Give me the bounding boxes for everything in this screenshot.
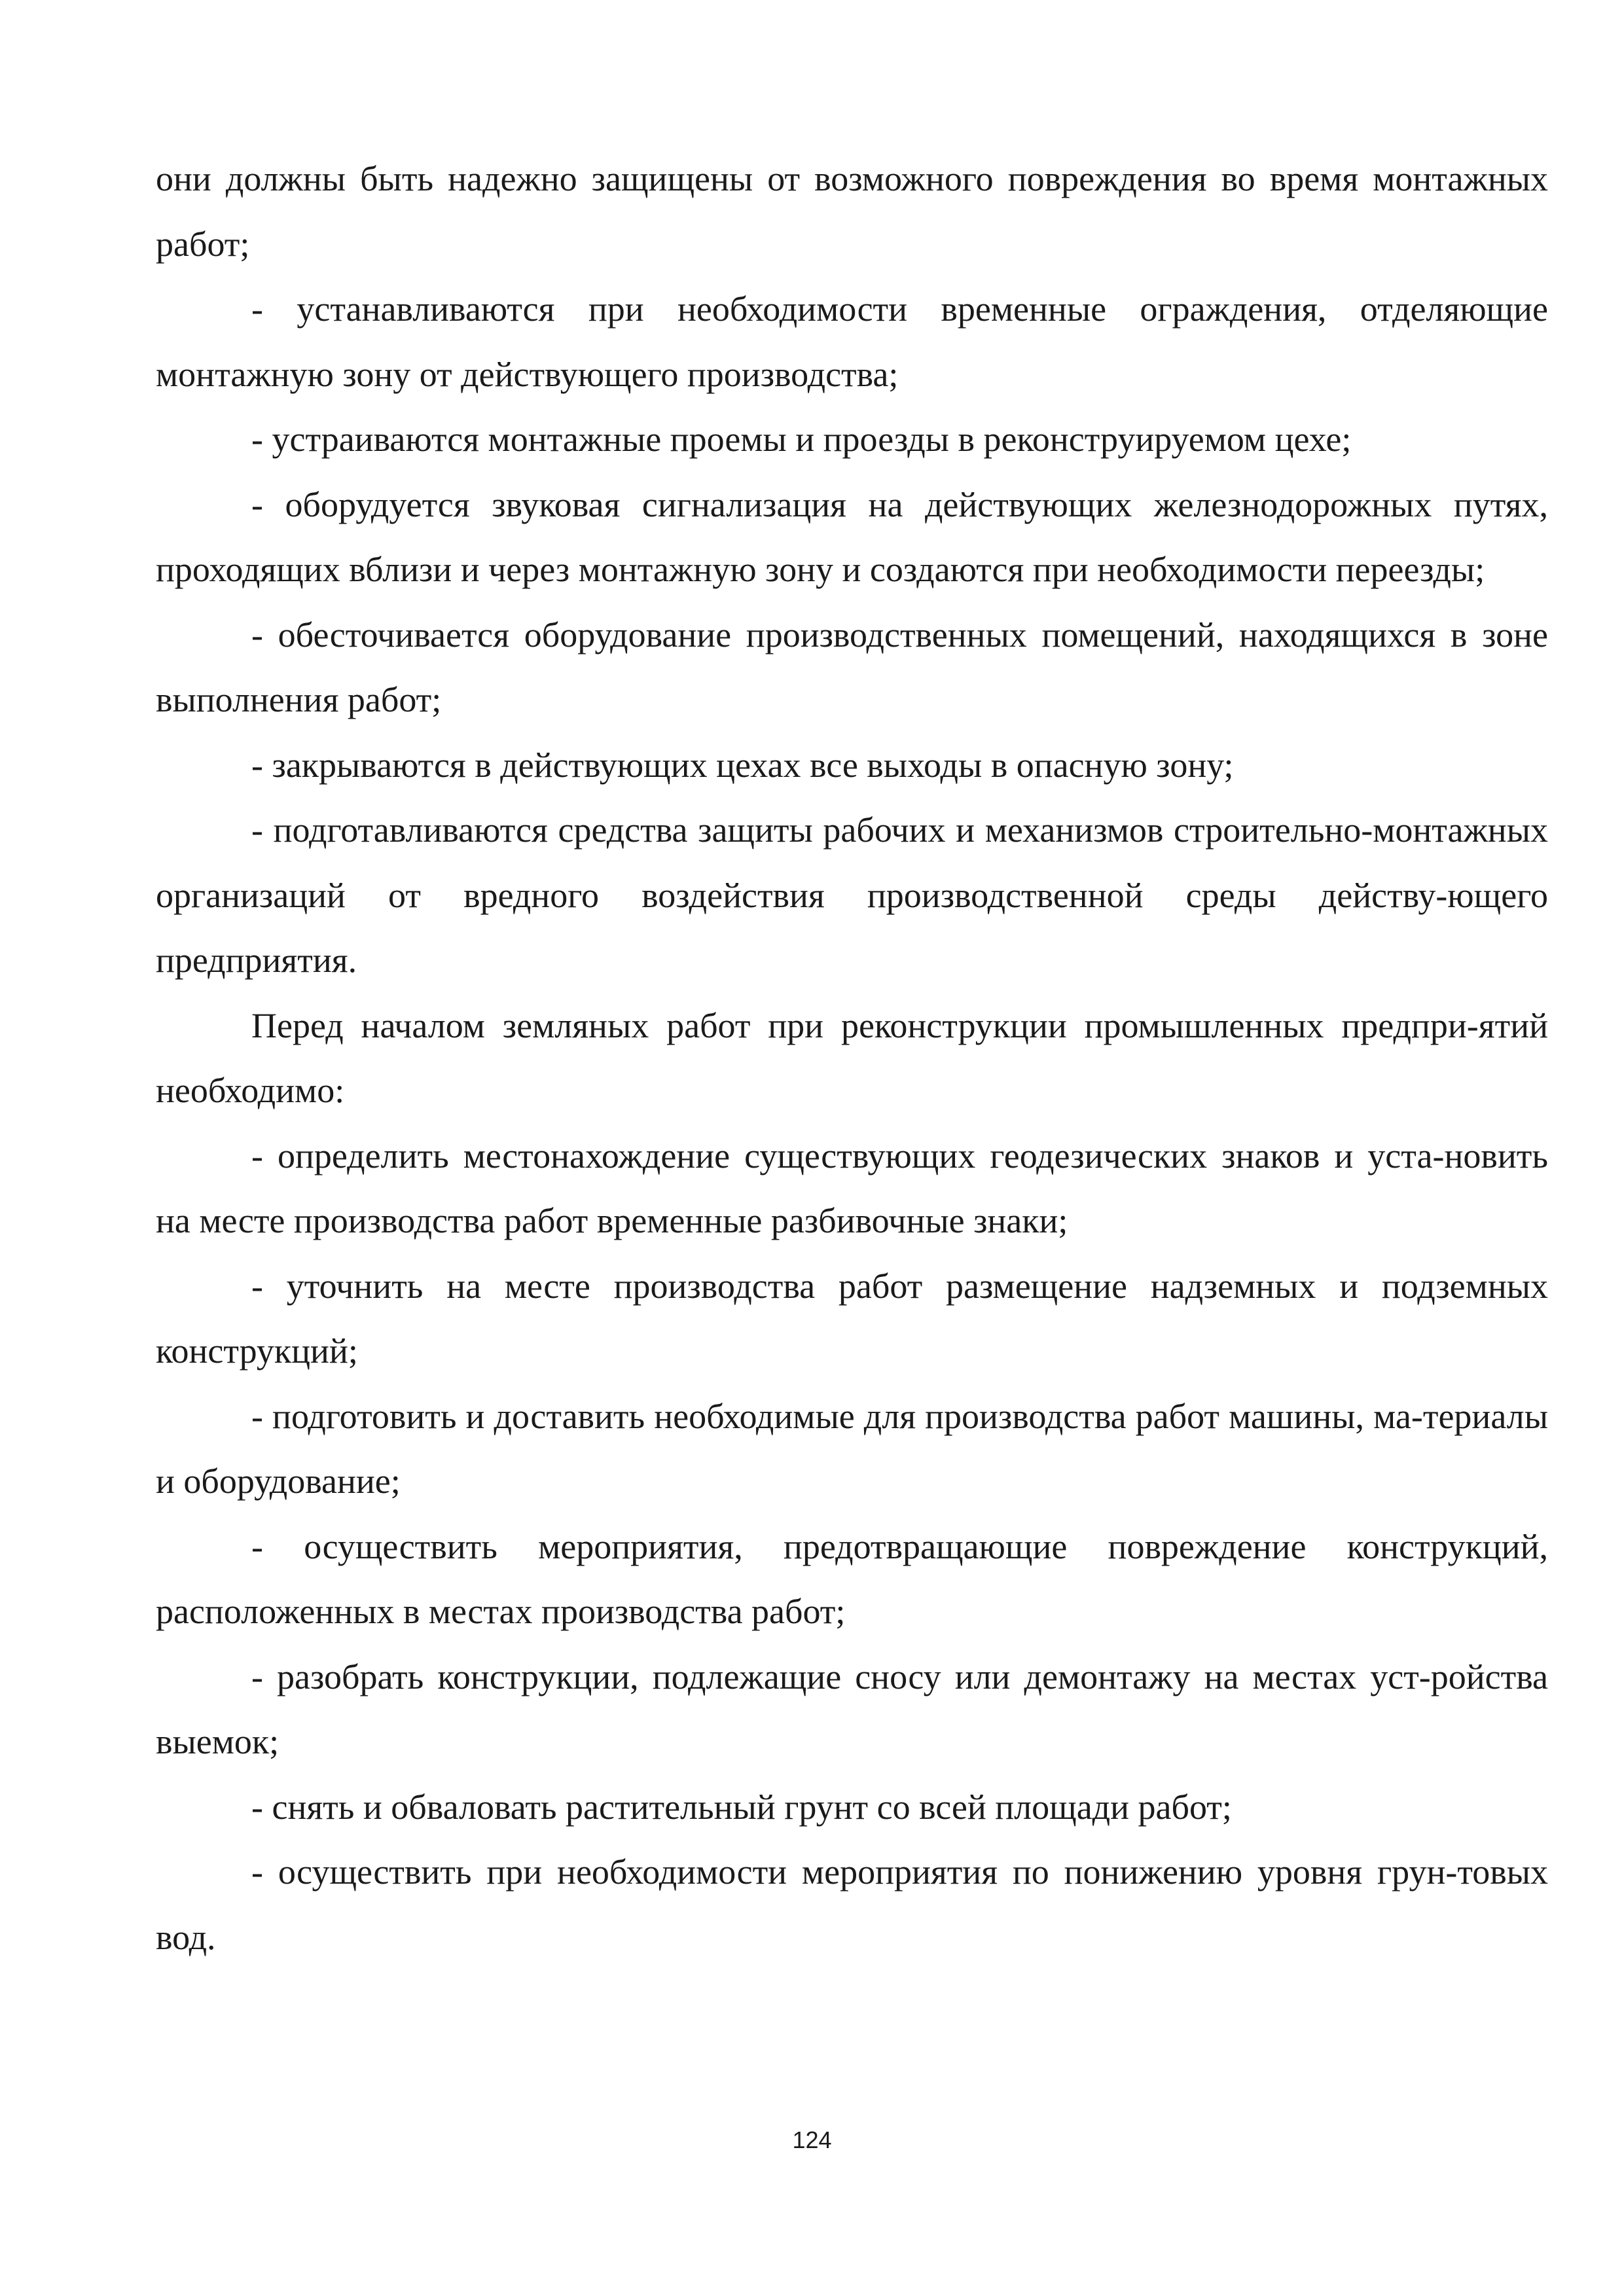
paragraph-groundwater: - осуществить при необходимости мероприятия по понижению уровня грун-товых вод. [156,1852,1548,1957]
paragraph-dismantling: - разобрать конструкции, подлежащие сносу или демонтажу на местах уст-ройства выемок; [156,1657,1548,1761]
paragraph-machines-materials: - подготовить и доставить необходимые для производства работ машины, ма-териалы и оборудование; [156,1396,1548,1501]
page-body [156,147,1548,1970]
paragraph-de-energizing: - обесточивается оборудование производственных помещений, находящихся в зоне выполнения работ; [156,615,1548,719]
paragraph-geodetic-signs: - определить местонахождение существующих геодезических знаков и уста-новить на месте производства работ временные разбивочные знаки; [156,1136,1548,1240]
page-number: 124 [792,2126,832,2153]
paragraph-temporary-fencing: - устанавливаются при необходимости временные ограждения, отделяющие монтажную зону от действующего производства; [156,289,1548,394]
paragraph-structures-placement: - уточнить на месте производства работ размещение надземных и подземных конструкций; [156,1266,1548,1371]
paragraph-protection-means: - подготавливаются средства защиты рабочих и механизмов строительно-монтажных организаций от вредного воздействия производственной среды действу-ющего предприятия. [156,810,1548,980]
paragraph-closing-exits: - закрываются в действующих цехах все выходы в опасную зону; [251,745,1234,785]
paragraph-damage-prevention: - осуществить мероприятия, предотвращающие повреждение конструкций, расположенных в местах производства работ; [156,1526,1548,1631]
paragraph-continuation: они должны быть надежно защищены от возможного повреждения во время монтажных работ; [156,159,1548,264]
paragraph-topsoil: - снять и обваловать растительный грунт со всей площади работ; [251,1787,1232,1827]
paragraph-mounting-openings: - устраиваются монтажные проемы и проезды в реконструируемом цехе; [251,420,1352,459]
paragraph-sound-signaling: - оборудуется звуковая сигнализация на действующих железнодорожных путях, проходящих вблизи и через монтажную зону и создаются при необходимости переезды; [156,484,1548,589]
paragraph-earthwork-intro: Перед началом земляных работ при реконструкции промышленных предпри-ятий необходимо: [156,1005,1548,1110]
